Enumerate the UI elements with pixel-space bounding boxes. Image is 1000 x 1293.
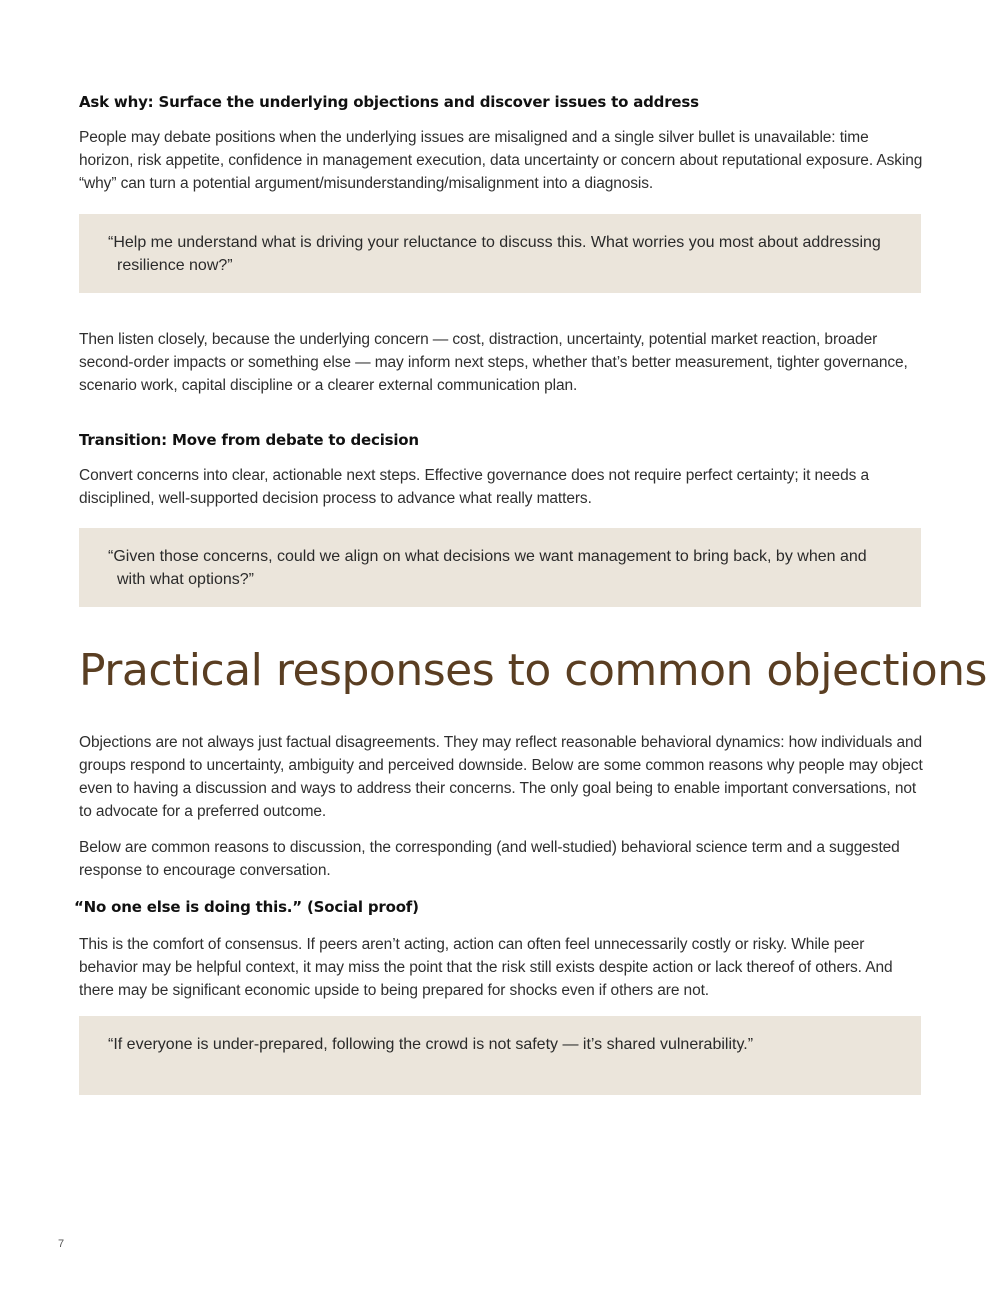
social-proof-quote: “If everyone is under-prepared, following the crowd is not safety — it’s shared vulnerability.” bbox=[108, 1036, 754, 1053]
social-proof-body: This is the comfort of consensus. If peers aren’t acting, action can often feel unnecessarily costly or risky. While peer behavior may be helpful context, it may miss the point that the risk still exists despite action or lack thereof of others. And there may be significant economic upside to being prepared for shocks even if others are not. bbox=[79, 936, 893, 999]
ask-why-followup: Then listen closely, because the underlying concern — cost, distraction, uncertainty, potential market reaction, broader second-order impacts or something else — may inform next steps, whether that’s better measurement, tighter governance, scenario work, capital discipline or a clearer external communication plan. bbox=[79, 331, 908, 394]
social-proof-quote-box bbox=[79, 1016, 921, 1095]
practical-intro-2: Below are common reasons to discussion, the corresponding (and well-studied) behavioral science term and a suggested response to encourage conversation. bbox=[79, 839, 900, 879]
page-number: 7 bbox=[58, 1238, 65, 1250]
transition-quote-box bbox=[79, 528, 921, 607]
ask-why-heading: Ask why: Surface the underlying objections and discover issues to address bbox=[79, 93, 699, 111]
transition-quote: “Given those concerns, could we align on what decisions we want management to bring back, by when and with what options?” bbox=[108, 548, 867, 588]
social-proof-heading: “No one else is doing this.” (Social proof) bbox=[74, 898, 419, 916]
transition-body: Convert concerns into clear, actionable next steps. Effective governance does not require perfect certainty; it needs a disciplined, well-supported decision process to advance what really matters. bbox=[79, 467, 869, 507]
practical-intro-1: Objections are not always just factual disagreements. They may reflect reasonable behavioral dynamics: how individuals and groups respond to uncertainty, ambiguity and perceived downside. Below are some common reasons why people may object even to having a discussion and ways to address their concerns. The only goal being to enable important conversations, not to advocate for a preferred outcome. bbox=[79, 734, 923, 820]
ask-why-quote: “Help me understand what is driving your reluctance to discuss this. What worries you most about addressing resilience now?” bbox=[108, 234, 881, 274]
transition-heading: Transition: Move from debate to decision bbox=[79, 431, 419, 449]
ask-why-body: People may debate positions when the underlying issues are misaligned and a single silver bullet is unavailable: time horizon, risk appetite, confidence in management execution, data uncertainty or concern about reputational exposure. Asking “why” can turn a potential argument/misunderstanding/misalignment into a diagnosis. bbox=[79, 129, 923, 192]
ask-why-quote-box bbox=[79, 214, 921, 293]
section-title: Practical responses to common objections bbox=[79, 645, 987, 696]
